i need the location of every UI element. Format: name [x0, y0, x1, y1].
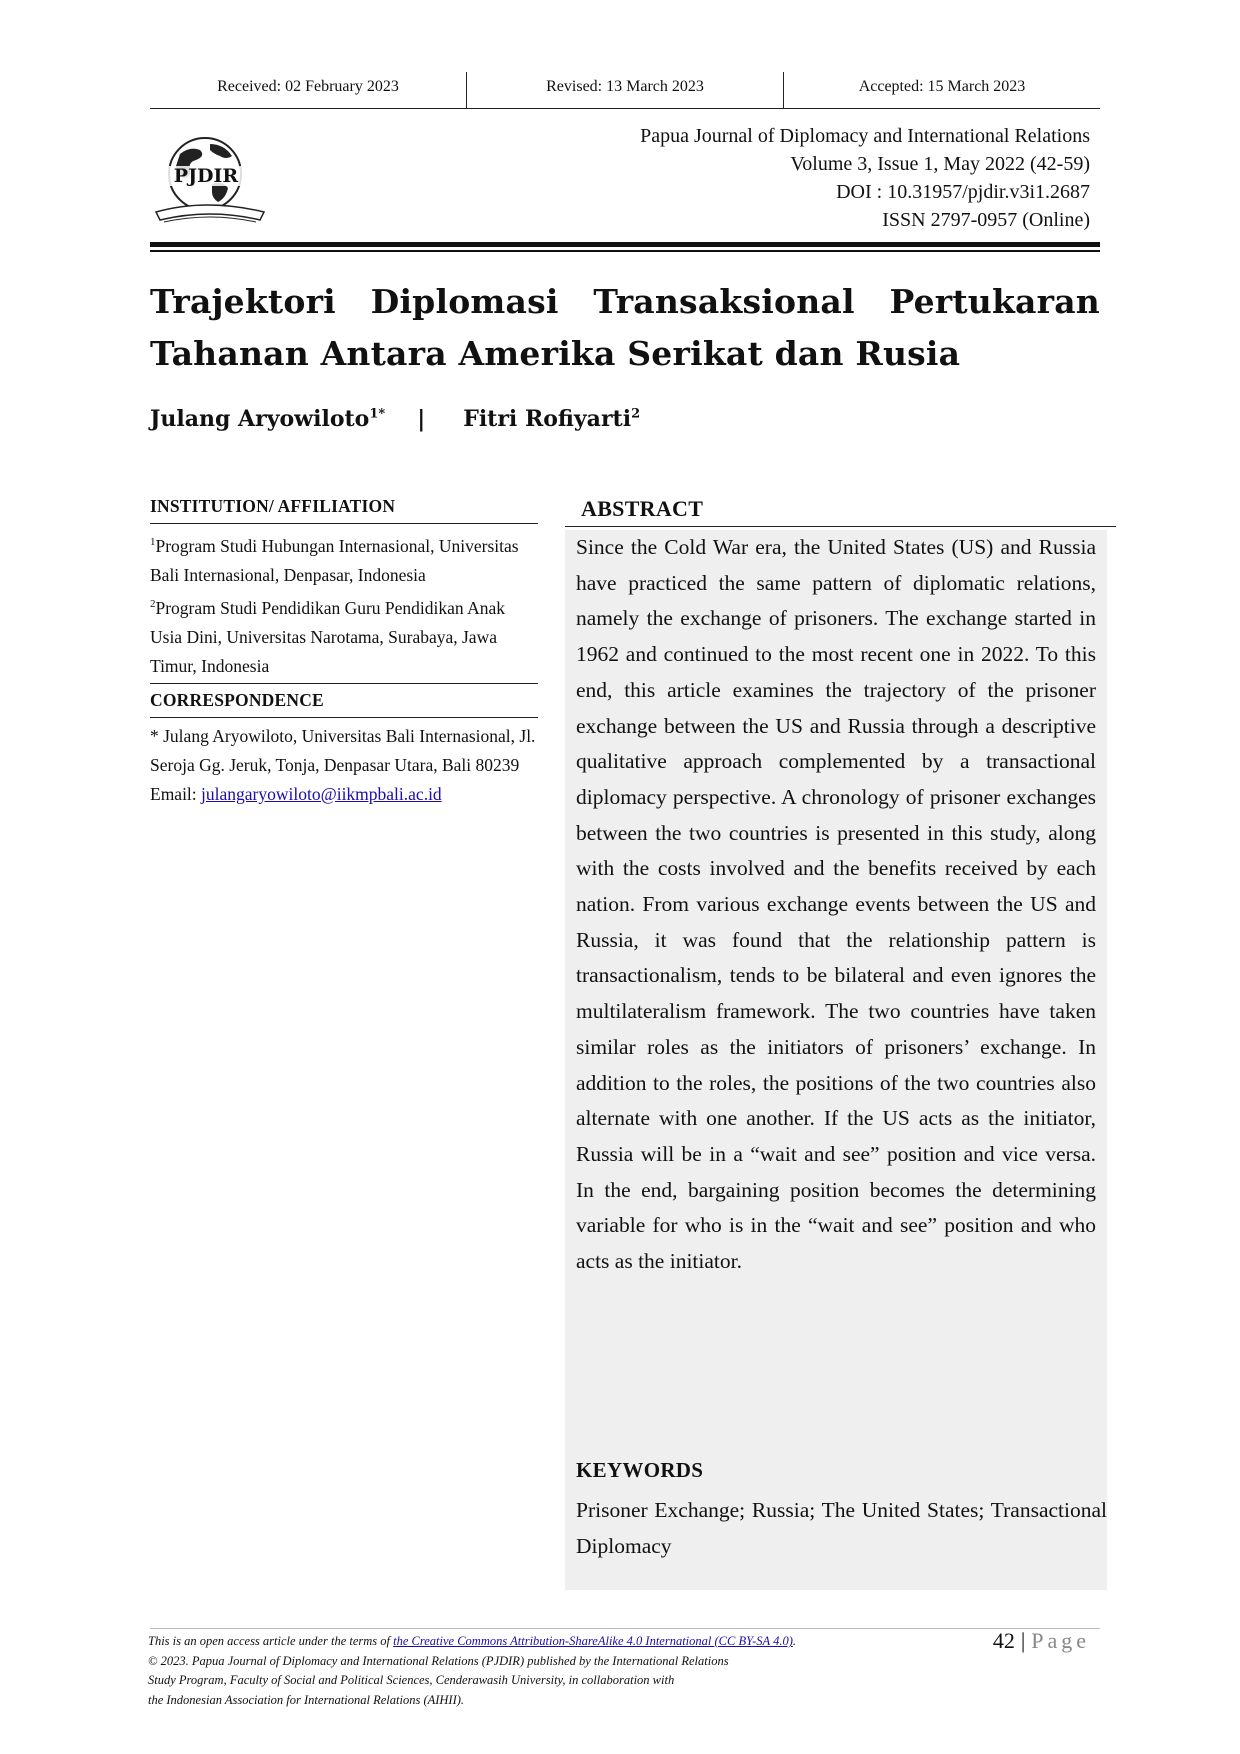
copyright-line: © 2023. Papua Journal of Diplomacy and International Relations (PJDIR) published by the International Relations — [148, 1653, 729, 1668]
license-footer — [148, 1632, 948, 1710]
revised-date: Revised: 13 March 2023 — [466, 72, 784, 108]
email-link[interactable]: julangaryowiloto@iikmpbali.ac.id — [201, 783, 442, 804]
keywords-heading: KEYWORDS — [576, 1458, 704, 1482]
received-date: Received: 02 February 2023 — [217, 78, 399, 95]
correspondence-heading: CORRESPONDENCE — [150, 683, 538, 718]
correspondence-address: * Julang Aryowiloto, Universitas Bali Internasional, Jl. Seroja Gg. Jeruk, Tonja, Denpasar Utara, Bali 80239 — [150, 725, 536, 775]
affiliation-column — [150, 496, 538, 811]
globe-icon — [150, 132, 270, 230]
abstract-heading: ABSTRACT — [565, 496, 1116, 527]
affiliation-list — [150, 524, 538, 683]
journal-doi: DOI : 10.31957/pjdir.v3i1.2687 — [836, 181, 1090, 203]
association-line: the Indonesian Association for International Relations (AIHII). — [148, 1692, 465, 1707]
page-number: 42 | Page — [992, 1628, 1090, 1653]
keywords-text: Prisoner Exchange; Russia; The United States; Transactional Diplomacy — [576, 1498, 1107, 1558]
abstract-text: Since the Cold War era, the United States (US) and Russia have practiced the same pattern of diplomatic relations, namely the exchange of prisoners. The exchange started in 1962 and continued to the most recent one in 2022. To this end, this article examines the trajectory of the prisoner exchange between the US and Russia through a descriptive qualitative approach complemented by a transactional diplomacy perspective. A chronology of prisoner exchanges between the two countries is presented in this study, along with the costs involved and the benefits received by each nation. From various exchange events between the US and Russia, it was found that the relationship pattern is transactionalism, tends to be bilateral and even ignores the multilateralism framework. The two countries have taken similar roles as the initiators of prisoners’ exchange. In addition to the roles, the positions of the two countries also alternate with one another. If the US acts as the initiator, Russia will be in a “wait and see” position and vice versa. In the end, bargaining position becomes the determining variable for who is in the “wait and see” position and who acts as the initiator. — [576, 535, 1096, 1274]
correspondence-email: Email: julangaryowiloto@iikmpbali.ac.id — [150, 783, 442, 804]
author-list — [150, 406, 640, 432]
journal-volume: Volume 3, Issue 1, May 2022 (42-59) — [790, 153, 1090, 175]
license-line: This is an open access article under the terms of the Creative Commons Attribution-ShareAlike 4.0 International (CC BY-SA 4.0). — [148, 1634, 796, 1648]
header-thin-rule — [150, 250, 1100, 252]
affiliation-heading: INSTITUTION/ AFFILIATION — [150, 496, 538, 524]
publisher-line: Study Program, Faculty of Social and Political Sciences, Cenderawasih University, in collaboration with — [148, 1673, 675, 1687]
accepted-date: Accepted: 15 March 2023 — [858, 78, 1026, 95]
journal-logo — [150, 132, 270, 230]
submission-dates-bar — [150, 72, 1100, 109]
header-thick-rule — [150, 242, 1100, 247]
journal-issn: ISSN 2797-0957 (Online) — [882, 209, 1090, 231]
author-separator: | — [417, 406, 426, 432]
journal-name: Papua Journal of Diplomacy and International Relations — [640, 125, 1090, 147]
logo-text: PJDIR — [173, 165, 239, 187]
affiliation-item: $^2$Program Studi Pendidikan Guru Pendidikan Anak Usia Dini, Universitas Narotama, Surabaya, Jawa Timur, Indonesia — [150, 597, 505, 676]
article-title: Trajektori Diplomasi Transaksional Pertukaran Tahanan Antara Amerika Serikat dan Rusia — [150, 282, 1100, 373]
journal-info — [390, 122, 1090, 234]
license-link[interactable]: the Creative Commons Attribution-ShareAlike 4.0 International (CC BY-SA 4.0) — [393, 1634, 793, 1648]
author-2: Fitri Rofiyarti$^2$ — [463, 406, 641, 432]
correspondence-body — [150, 718, 538, 811]
footer-rule — [150, 1628, 1100, 1629]
author-1: Julang Aryowiloto$^{1*}$ — [150, 406, 386, 432]
affiliation-item: $^1$Program Studi Hubungan Internasional, Universitas Bali Internasional, Denpasar, Indonesia — [150, 535, 519, 585]
